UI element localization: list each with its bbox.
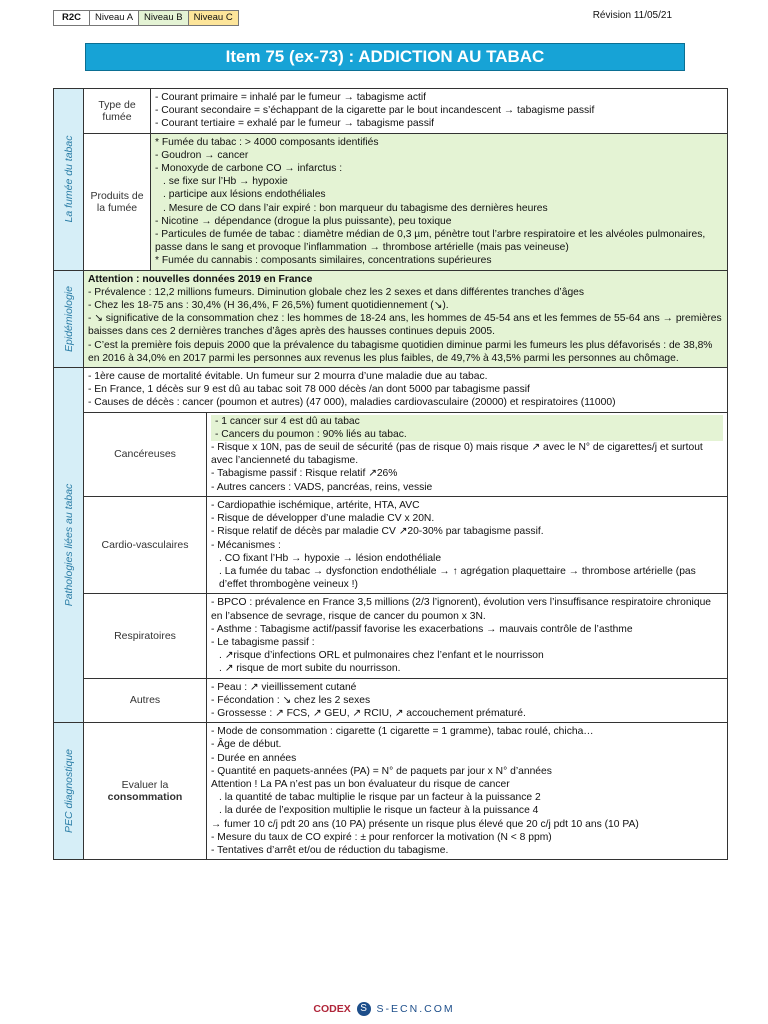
text-line: * Fumée du tabac : > 4000 composants identifiés (155, 136, 379, 148)
text-line: Attention : nouvelles données 2019 en France (88, 273, 313, 285)
text-line: → fumer 10 c/j pdt 20 ans (10 PA) présente un risque plus élevé que 20 c/j pdt 10 ans (10 PA) (211, 818, 639, 830)
text-line: - Nicotine → dépendance (drogue la plus puissante), peu toxique (155, 215, 452, 227)
section-epidemiologie (53, 271, 728, 368)
text-line: - Quantité en paquets-années (PA) = N° de paquets par jour x N° d’années (211, 765, 552, 777)
row-content (207, 413, 727, 496)
text-line: - 1ère cause de mortalité évitable. Un fumeur sur 2 mourra d’une maladie due au tabac. (88, 371, 488, 383)
text-line: Attention ! La PA n’est pas un bon évaluateur du risque de cancer (211, 778, 510, 790)
row-respiratoires (84, 594, 727, 678)
text-line: * Fumée du cannabis : composants similaires, concentrations supérieures (155, 255, 492, 267)
codex-logo: CODEX (313, 1002, 351, 1015)
text-line: - Risque x 10N, pas de seuil de sécurité (pas de risque 0) mais risque ↗ avec le N° de cigarettes/j et surtout avec l’ancienneté du tabagisme. (211, 442, 703, 467)
row-cardiovasculaires (84, 497, 727, 594)
text-line: . la durée de l’exposition multiplie le risque un facteur à la puissance 4 (219, 805, 539, 817)
text-line: - BPCO : prévalence en France 3,5 millions (2/3 l’ignorent), évolution vers l’insuffisance respiratoire chronique en l’absence de sevrage, risque de cancer du poumon x 3N. (211, 597, 712, 622)
row-label: Cardio-vasculaires (84, 497, 207, 593)
text-line: - Cancers du poumon : 90% liés au tabac. (211, 428, 723, 441)
text-line: - Mécanismes : (211, 539, 281, 551)
text-line: . La fumée du tabac → dysfonction endothéliale → ↑ agrégation plaquettaire → thrombose artérielle (pas d’effet thrombogène veineux !) (219, 565, 696, 591)
text-line: - Fécondation : ↘ chez les 2 sexes (211, 694, 371, 706)
side-label: PEC diagnostique (54, 723, 84, 859)
row-content (207, 679, 727, 723)
row-label: Respiratoires (84, 594, 207, 677)
row-content (207, 723, 727, 859)
text-line: - Particules de fumée de tabac : diamètre médian de 0,3 µm, pénètre tout l’arbre respiratoire et les alvéoles pulmonaires, passe dans le sang et provoque l’inflammation → thrombose artérielle (mais pas veineuse) (155, 229, 706, 254)
level-c: Niveau C (188, 10, 239, 26)
text-line: - Monoxyde de carbone CO → infarctus : (155, 163, 343, 175)
level-legend (53, 10, 238, 26)
row-label: Type de fumée (84, 89, 151, 133)
secn-logo-icon: S (357, 1002, 371, 1016)
revision-date: Révision 11/05/21 (592, 10, 672, 21)
side-label: Pathologies liées au tabac (54, 368, 84, 722)
text-line: - Courant primaire = inhalé par le fumeur → tabagisme actif (155, 92, 426, 103)
text-line: - Prévalence : 12,2 millions fumeurs. Diminution globale chez les 2 sexes et dans différentes tranches d’âges (88, 286, 585, 298)
row-type-fumee (84, 89, 727, 134)
text-line: - ↘ significative de la consommation chez : les hommes de 18-24 ans, les hommes de 45-54 ans et les femmes de 55-64 ans → premières baisses dans ces 2 dernières tranches d’âges après des hausses continues depuis 2005. (88, 313, 722, 338)
page-title: Item 75 (ex-73) : ADDICTION AU TABAC (85, 43, 685, 71)
text-line: - Mesure du taux de CO expiré : ± pour renforcer la motivation (N < 8 ppm) (211, 831, 552, 843)
secn-wordmark: S-ECN.COM (376, 1002, 455, 1015)
text-line: - C’est la première fois depuis 2000 que la prévalence du tabagisme quotidien diminue parmi les fumeurs les plus défavorisés : de 38,8% en 2016 à 34,0% en 2017 parmi les personnes aux revenus les plus faibles, de 49,7% à 43,5% parmi les personnes au chômage. (88, 339, 713, 364)
text-line: . la quantité de tabac multiplie le risque par un facteur à la puissance 2 (219, 792, 541, 804)
row-cancereuses (84, 413, 727, 497)
row-content (207, 497, 727, 593)
text-line: . se fixe sur l’Hb → hypoxie (163, 176, 288, 188)
text-line: - Durée en années (211, 752, 297, 764)
text-line: . ↗risque d’infections ORL et pulmonaires chez l’enfant et le nourrisson (219, 650, 544, 662)
text-line: - Chez les 18-75 ans : 30,4% (H 36,4%, F 26,5%) fument quotidiennement (↘). (88, 300, 449, 312)
text-line: - Mode de consommation : cigarette (1 cigarette = 1 gramme), tabac roulé, chicha… (211, 726, 594, 738)
text-line: - Le tabagisme passif : (211, 636, 315, 648)
level-r2c: R2C (53, 10, 90, 26)
text-line: . participe aux lésions endothéliales (163, 189, 326, 201)
section-pathologies (53, 368, 728, 723)
text-line: - Cardiopathie ischémique, artérite, HTA, AVC (211, 499, 420, 511)
text-line: - Grossesse : ↗ FCS, ↗ GEU, ↗ RCIU, ↗ accouchement prématuré. (211, 707, 526, 719)
side-label: Epidémiologie (54, 271, 84, 367)
label-line: Evaluer la (121, 779, 169, 792)
content-table (53, 88, 728, 860)
row-content (84, 368, 727, 412)
text-line: - Asthme : Tabagisme actif/passif favorise les exacerbations → mauvais contrôle de l’asthme (211, 623, 633, 635)
text-line: - Risque relatif de décès par maladie CV ↗20-30% par tabagisme passif. (211, 526, 544, 538)
text-line: - Goudron → cancer (155, 149, 249, 161)
text-line: - Courant tertiaire = exhalé par le fumeur → tabagisme passif (155, 118, 435, 130)
text-line: - Autres cancers : VADS, pancréas, reins, vessie (211, 481, 433, 493)
section-pec (53, 723, 728, 860)
row-content (207, 594, 727, 677)
row-epidemio (84, 271, 727, 367)
section-fumee (53, 88, 728, 271)
row-label: Autres (84, 679, 207, 723)
row-label (84, 723, 207, 859)
footer-brand (0, 1002, 768, 1016)
text-line: - Tentatives d’arrêt et/ou de réduction du tabagisme. (211, 844, 449, 856)
text-line: - Tabagisme passif : Risque relatif ↗26% (211, 468, 398, 480)
text-line: . CO fixant l’Hb → hypoxie → lésion endothéliale (219, 552, 442, 564)
text-line: - Courant secondaire = s’échappant de la cigarette par le bout incandescent → tabagisme passif (155, 105, 595, 117)
row-intro (84, 368, 727, 413)
text-line: . Mesure de CO dans l’air expiré : bon marqueur du tabagisme des dernières heures (163, 202, 548, 214)
text-line: - En France, 1 décès sur 9 est dû au tabac soit 78 000 décès /an dont 5000 par tabagisme passif (88, 384, 530, 396)
row-label: Produits de la fumée (84, 134, 151, 270)
row-autres (84, 679, 727, 723)
side-label: La fumée du tabac (54, 89, 84, 270)
text-line: - Âge de début. (211, 739, 282, 751)
level-b: Niveau B (138, 10, 189, 26)
text-line: - Risque de développer d’une maladie CV x 20N. (211, 513, 435, 525)
text-line: - Causes de décès : cancer (poumon et autres) (47 000), maladies cardiovasculaire (20000) et respiratoires (11000) (88, 397, 616, 409)
row-evaluer (84, 723, 727, 859)
text-line: . ↗ risque de mort subite du nourrisson. (219, 663, 401, 675)
label-line-bold: consommation (107, 791, 183, 804)
row-content (84, 271, 727, 367)
text-line: - 1 cancer sur 4 est dû au tabac (211, 415, 723, 428)
text-line: - Peau : ↗ vieillissement cutané (211, 681, 357, 693)
level-a: Niveau A (89, 10, 139, 26)
row-label: Cancéreuses (84, 413, 207, 496)
row-content (151, 134, 727, 270)
row-produits (84, 134, 727, 270)
row-content (151, 89, 727, 133)
